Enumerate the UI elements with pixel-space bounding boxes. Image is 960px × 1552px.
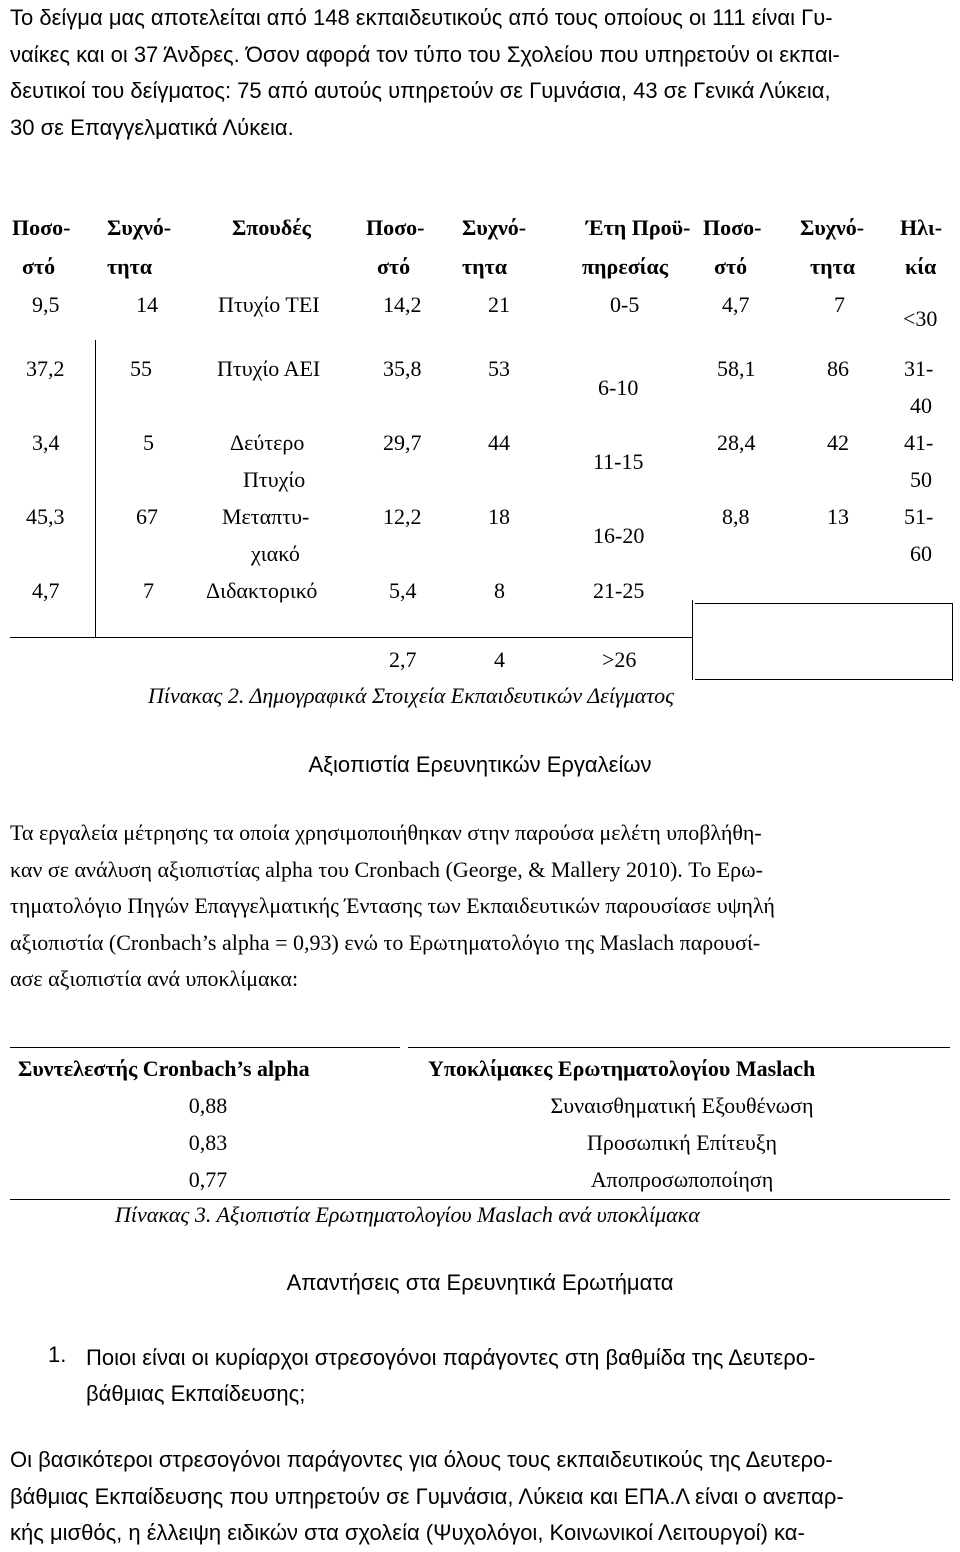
table-cell: Πτυχίο ΑΕΙ: [217, 356, 321, 381]
table-cell: 6-10: [598, 375, 639, 400]
table-cell: 11-15: [593, 449, 644, 474]
text-line: ασε αξιοπιστία ανά υποκλίμακα:: [10, 966, 299, 991]
table-cell: 4: [494, 647, 505, 672]
section-heading: Απαντήσεις στα Ερευνητικά Ερωτήματα: [286, 1270, 674, 1295]
table-cell: 7: [834, 292, 845, 317]
header-cell: στό: [22, 254, 56, 279]
header-cell: Ηλι-: [900, 215, 943, 240]
header-cell: Συχνό-: [107, 215, 172, 240]
table-border: [10, 637, 692, 638]
table-border: [695, 679, 953, 680]
table-cell: 21: [488, 292, 510, 317]
header-cell: πηρεσίας: [582, 254, 669, 279]
table-cell: 13: [827, 504, 849, 529]
table-border: [695, 603, 952, 604]
table-cell: 16-20: [593, 523, 645, 548]
table-cell: 28,4: [717, 430, 756, 455]
table-border: [95, 340, 96, 638]
header-cell: Ποσο-: [12, 215, 71, 240]
section-heading: Αξιοπιστία Ερευνητικών Εργαλείων: [308, 752, 652, 777]
table-border: [408, 1047, 950, 1048]
table-border: [952, 603, 953, 681]
table-cell: >26: [602, 647, 637, 672]
table-cell: 40: [910, 393, 932, 418]
table-cell: 4,7: [32, 578, 60, 603]
table-cell: 67: [136, 504, 158, 529]
text-line: καν σε ανάλυση αξιοπιστίας alpha του Cronbach (George, & Mallery 2010). Το Ερω-: [10, 856, 763, 882]
table-cell: 29,7: [383, 430, 422, 455]
table-cell: 9,5: [32, 292, 60, 317]
header-cell: τητα: [462, 254, 508, 279]
table-cell: 14,2: [383, 292, 422, 317]
table-row: [10, 1124, 950, 1161]
header-cell: Σπουδές: [232, 215, 311, 240]
table-cell: 60: [910, 541, 932, 566]
table-cell: 44: [488, 430, 510, 455]
table-cell: 7: [143, 578, 154, 603]
table-cell: 5: [143, 430, 154, 455]
header-cell: Συχνό-: [462, 215, 527, 240]
table-cell: Πτυχίο ΤΕΙ: [218, 292, 320, 317]
table-cell: 12,2: [383, 504, 422, 529]
table-cell: 58,1: [717, 356, 756, 381]
text-line: Το δείγμα μας αποτελείται από 148 εκπαιδευτικούς από τους οποίους οι 111 είναι Γυ-: [10, 5, 833, 30]
table-cell: 8: [494, 578, 505, 603]
header-cell: στό: [714, 254, 748, 279]
table-border: [10, 1047, 400, 1048]
table-cell: 0,83: [188, 1130, 228, 1155]
text-line: κής μισθός, η έλλειψη ειδικών στα σχολεία (Ψυχολόγοι, Κοινωνικοί Λειτουργοί) κα-: [10, 1520, 805, 1545]
table-cell: 31-: [904, 356, 934, 381]
header-cell: Ποσο-: [703, 215, 762, 240]
table-cell: 21-25: [593, 578, 645, 603]
header-cell: Συντελεστής Cronbach’s alpha: [18, 1056, 310, 1081]
text-line: Οι βασικότεροι στρεσογόνοι παράγοντες για όλους τους εκπαιδευτικούς της Δευτερο-: [10, 1447, 833, 1472]
table-cell: 45,3: [26, 504, 65, 529]
table-cell: χιακό: [251, 541, 300, 566]
header-cell: κία: [905, 254, 937, 279]
table-cell: Πτυχίο: [243, 467, 306, 492]
table-cell: 5,4: [389, 578, 417, 603]
table-cell: 35,8: [383, 356, 422, 381]
table-cell: 86: [827, 356, 849, 381]
table-cell: Προσωπική Επίτευξη: [586, 1130, 778, 1155]
table-cell: 53: [488, 356, 510, 381]
table-cell: Αποπροσωποποίηση: [590, 1167, 774, 1192]
table-row: [10, 1087, 950, 1124]
table-cell: 0-5: [610, 292, 640, 317]
table-header-row: [10, 1050, 950, 1087]
header-cell: στό: [377, 254, 411, 279]
table-cell: 51-: [904, 504, 934, 529]
table-cell: 50: [910, 467, 932, 492]
table3-caption: Πίνακας 3. Αξιοπιστία Ερωτηματολογίου Maslach ανά υποκλίμακα: [115, 1202, 700, 1227]
question-text: [86, 1340, 952, 1412]
table-row: [10, 1161, 950, 1198]
text-line: τηματολόγιο Πηγών Επαγγελματικής Έντασης των Εκπαιδευτικών παρουσίασε υψηλή: [10, 893, 775, 918]
table-cell: 0,88: [188, 1093, 228, 1118]
text-line: 30 σε Επαγγελματικά Λύκεια.: [10, 114, 294, 140]
table-cell: 42: [827, 430, 849, 455]
answer-paragraph: [10, 1442, 950, 1552]
table-cell: 14: [136, 292, 158, 317]
table-cell: 8,8: [722, 504, 750, 529]
table-cell: 18: [488, 504, 510, 529]
text-line: δευτικοί του δείγματος: 75 από αυτούς υπηρετούν σε Γυμνάσια, 43 σε Γενικά Λύκεια,: [10, 78, 831, 103]
table-cell: Μεταπτυ-: [222, 504, 310, 529]
table-cell: 37,2: [26, 356, 65, 381]
header-cell: Έτη Προϋ-: [586, 215, 691, 240]
table-cell: 0,77: [188, 1167, 228, 1192]
table-cell: 41-: [904, 430, 934, 455]
table-cell: 55: [130, 356, 152, 381]
header-cell: Συχνό-: [800, 215, 865, 240]
table-cell: Δεύτερο: [230, 430, 305, 455]
text-line: Ποιοι είναι οι κυρίαρχοι στρεσογόνοι παράγοντες στη βαθμίδα της Δευτερο-: [86, 1345, 816, 1370]
header-cell: τητα: [810, 254, 856, 279]
reliability-paragraph: [10, 815, 950, 998]
text-line: Τα εργαλεία μέτρησης τα οποία χρησιμοποιήθηκαν στην παρούσα μελέτη υποβλήθη-: [10, 820, 762, 845]
table-cell: 2,7: [389, 647, 417, 672]
table-cell: 3,4: [32, 430, 60, 455]
table2-caption: Πίνακας 2. Δημογραφικά Στοιχεία Εκπαιδευτικών Δείγματος: [148, 683, 674, 708]
demographics-table: [0, 0, 960, 700]
text-line: βάθμιας Εκπαίδευσης;: [86, 1381, 306, 1406]
table-cell: Συναισθηματική Εξουθένωση: [550, 1093, 814, 1118]
header-cell: τητα: [107, 254, 153, 279]
table-border: [10, 1199, 950, 1200]
header-cell: Ποσο-: [366, 215, 425, 240]
text-line: αξιοπιστία (Cronbach’s alpha = 0,93) ενώ το Ερωτηματολόγιο της Maslach παρουσί-: [10, 929, 761, 955]
header-cell: Υποκλίμακες Ερωτηματολογίου Maslach: [428, 1056, 816, 1081]
question-number: 1.: [48, 1342, 67, 1367]
table-cell: 4,7: [722, 292, 750, 317]
table-border: [692, 600, 693, 680]
text-line: βάθμιας Εκπαίδευσης που υπηρετούν σε Γυμνάσια, Λύκεια και ΕΠΑ.Λ είναι ο ανεπαρ-: [10, 1483, 844, 1509]
table-cell: <30: [903, 306, 938, 331]
table-cell: Διδακτορικό: [206, 578, 318, 603]
text-line: ναίκες και οι 37 Άνδρες. Όσον αφορά τον τύπο του Σχολείου που υπηρετούν οι εκπαι-: [10, 41, 840, 67]
